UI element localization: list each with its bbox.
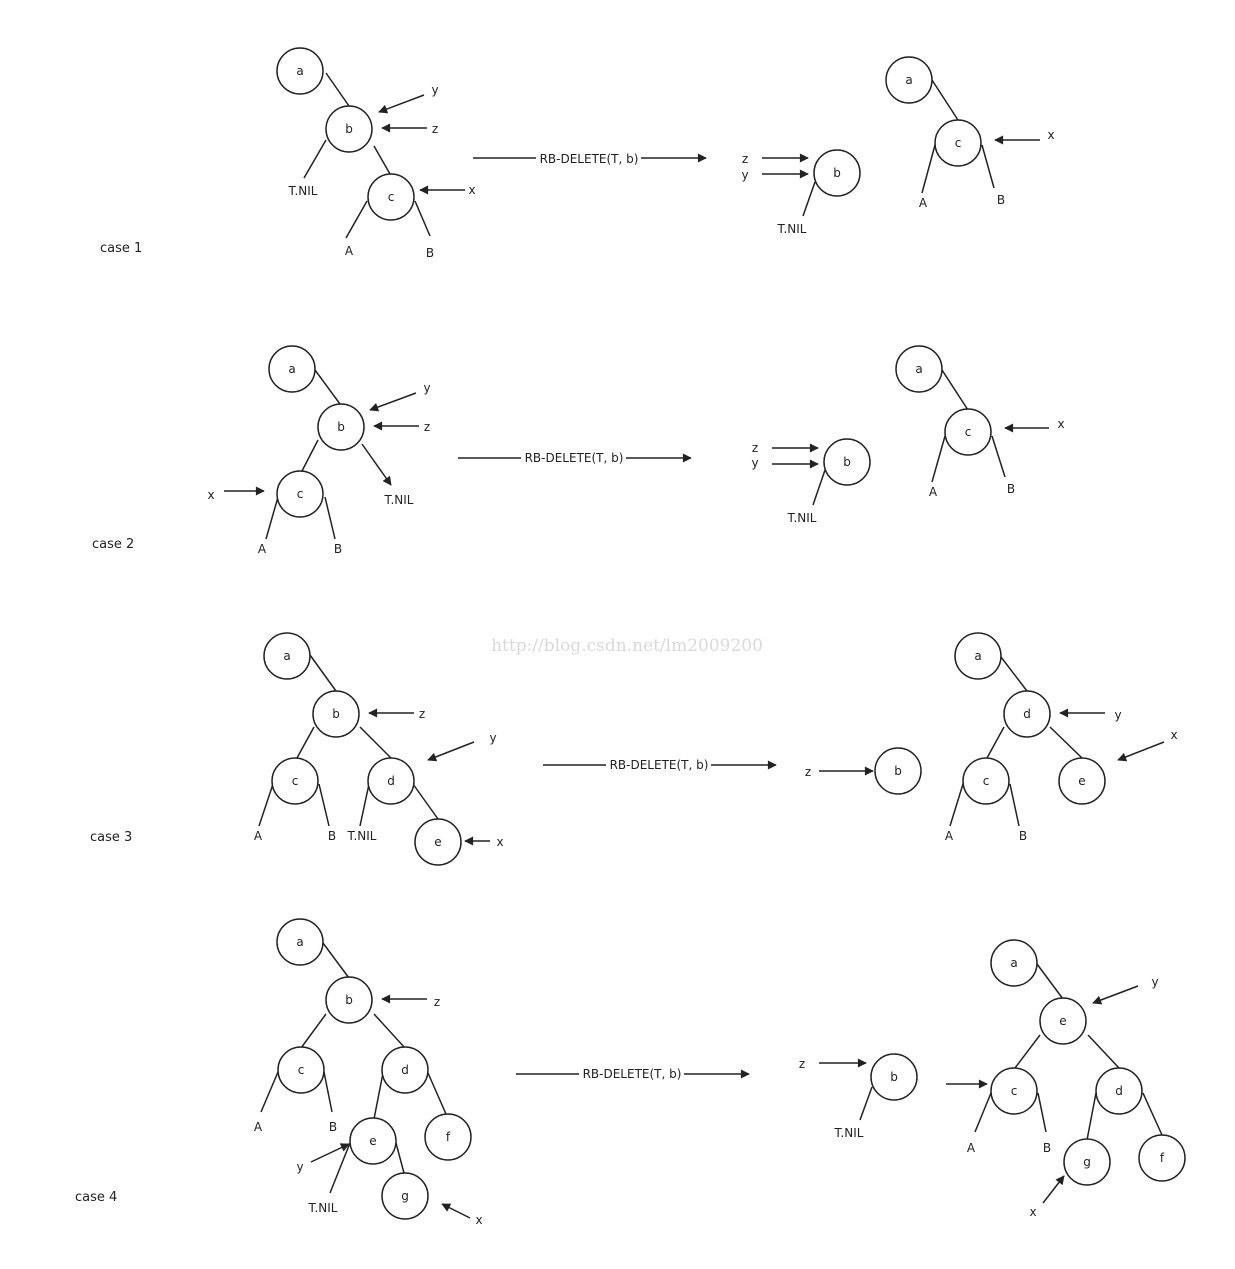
pointer-y: y: [296, 1160, 304, 1174]
case-3-before-tree: [254, 633, 504, 865]
tree-node-a: [896, 346, 942, 392]
operation-label: RB-DELETE(T, b): [582, 1067, 682, 1081]
pointer-z: z: [751, 441, 759, 455]
svg-text:c: c: [954, 136, 962, 150]
leaf-tnil: T.NIL: [308, 1201, 338, 1215]
svg-text:e: e: [1059, 1014, 1067, 1028]
leaf-tnil: T.NIL: [384, 493, 414, 507]
case-2-after-tree: [896, 346, 1065, 499]
pointer-x: x: [207, 488, 215, 502]
leaf-B: B: [333, 542, 343, 556]
svg-text:e: e: [369, 1134, 377, 1148]
pointer-z: z: [418, 707, 426, 721]
svg-text:a: a: [915, 362, 923, 376]
tree-node-b: [326, 106, 372, 152]
case-4-removed-node: [799, 1054, 917, 1140]
svg-text:a: a: [905, 73, 913, 87]
leaf-B: B: [425, 246, 435, 260]
tree-node-d: [382, 1047, 428, 1093]
svg-text:c: c: [296, 487, 304, 501]
case-3-operation-arrow: [543, 758, 776, 772]
tree-node-e: [350, 1118, 396, 1164]
svg-text:b: b: [894, 764, 902, 778]
tree-node-c: [945, 409, 991, 455]
pointer-x: x: [1170, 728, 1178, 742]
tree-node-c: [368, 174, 414, 220]
leaf-tnil: T.NIL: [787, 511, 817, 525]
svg-text:b: b: [345, 993, 353, 1007]
svg-text:a: a: [283, 649, 291, 663]
operation-label: RB-DELETE(T, b): [524, 451, 624, 465]
case-label: case 1: [100, 241, 143, 256]
pointer-z: z: [433, 995, 441, 1009]
leaf-A: A: [944, 829, 954, 843]
case-1-after-tree: [886, 57, 1055, 210]
case-label: case 2: [92, 537, 135, 552]
pointer-y: y: [1151, 975, 1159, 989]
svg-text:f: f: [445, 1130, 451, 1144]
tree-node-e: [1059, 758, 1105, 804]
pointer-x: x: [468, 183, 476, 197]
pointer-x: x: [496, 835, 504, 849]
leaf-B: B: [327, 829, 337, 843]
case-label: case 4: [75, 1190, 118, 1205]
leaf-B: B: [996, 193, 1006, 207]
svg-text:b: b: [332, 707, 340, 721]
svg-text:b: b: [890, 1070, 898, 1084]
case-1-removed-node: [741, 150, 860, 236]
pointer-x: x: [475, 1213, 483, 1227]
svg-text:b: b: [843, 455, 851, 469]
tree-node-b: [326, 977, 372, 1023]
leaf-A: A: [253, 1120, 263, 1134]
tree-node-a: [264, 633, 310, 679]
pointer-y: y: [1114, 708, 1122, 722]
leaf-A: A: [918, 196, 928, 210]
tree-node-g: [1064, 1139, 1110, 1185]
case-label: case 3: [90, 830, 133, 845]
pointer-z: z: [431, 122, 439, 136]
svg-text:c: c: [964, 425, 972, 439]
tree-node-a: [277, 919, 323, 965]
case-3-removed-node: [805, 748, 921, 794]
tree-node-a: [991, 940, 1037, 986]
operation-label: RB-DELETE(T, b): [609, 758, 709, 772]
svg-text:b: b: [833, 166, 841, 180]
tree-node-b: [313, 691, 359, 737]
tree-node-c: [277, 471, 323, 517]
pointer-y: y: [751, 456, 759, 470]
svg-text:c: c: [982, 774, 990, 788]
tree-node-b: [814, 150, 860, 196]
pointer-y: y: [741, 168, 749, 182]
pointer-x: x: [1057, 417, 1065, 431]
tree-node-a: [269, 346, 315, 392]
leaf-tnil: T.NIL: [834, 1126, 864, 1140]
case-3: [90, 633, 1178, 865]
tree-node-c: [272, 758, 318, 804]
svg-text:c: c: [291, 774, 299, 788]
case-2-before-tree: [207, 346, 430, 556]
pointer-z: z: [804, 765, 812, 779]
case-4-before-tree: [254, 919, 483, 1227]
svg-text:c: c: [297, 1063, 305, 1077]
case-2-operation-arrow: [458, 451, 691, 465]
tree-node-d: [1096, 1068, 1142, 1114]
tree-node-b: [875, 748, 921, 794]
case-2-removed-node: [751, 439, 870, 525]
case-1-before-tree: [277, 48, 476, 260]
pointer-y: y: [423, 381, 431, 395]
pointer-y: y: [489, 731, 497, 745]
case-4: [75, 919, 1185, 1227]
case-1: [100, 48, 1055, 260]
tree-node-b: [871, 1054, 917, 1100]
pointer-x: x: [1047, 128, 1055, 142]
operation-label: RB-DELETE(T, b): [539, 152, 639, 166]
case-3-after-tree: [945, 633, 1178, 843]
pointer-z: z: [423, 420, 431, 434]
tree-node-b: [824, 439, 870, 485]
svg-text:e: e: [434, 835, 442, 849]
watermark: http://blog.csdn.net/lm2009200: [491, 636, 763, 656]
svg-text:b: b: [345, 122, 353, 136]
svg-text:a: a: [296, 64, 304, 78]
tree-node-a: [277, 48, 323, 94]
leaf-tnil: T.NIL: [288, 184, 318, 198]
tree-node-c: [935, 120, 981, 166]
case-1-operation-arrow: [473, 152, 706, 166]
svg-text:e: e: [1078, 774, 1086, 788]
svg-text:g: g: [1083, 1155, 1091, 1169]
tree-node-c: [278, 1047, 324, 1093]
case-2: [92, 346, 1065, 556]
pointer-z: z: [741, 152, 749, 166]
tree-node-e: [415, 819, 461, 865]
svg-text:d: d: [1023, 707, 1031, 721]
leaf-A: A: [928, 485, 938, 499]
case-4-after-tree: [946, 940, 1185, 1219]
tree-node-a: [886, 57, 932, 103]
svg-text:c: c: [387, 190, 395, 204]
leaf-B: B: [1018, 829, 1028, 843]
leaf-B: B: [1042, 1141, 1052, 1155]
leaf-A: A: [253, 829, 263, 843]
svg-text:g: g: [401, 1189, 409, 1203]
svg-text:f: f: [1159, 1151, 1165, 1165]
tree-node-c: [991, 1068, 1037, 1114]
pointer-y: y: [431, 83, 439, 97]
svg-text:a: a: [1010, 956, 1018, 970]
tree-node-d: [368, 758, 414, 804]
svg-text:a: a: [974, 649, 982, 663]
tree-node-f: [425, 1114, 471, 1160]
tree-node-e: [1040, 998, 1086, 1044]
case-4-operation-arrow: [516, 1067, 749, 1081]
svg-text:d: d: [1115, 1084, 1123, 1098]
tree-node-d: [1004, 691, 1050, 737]
leaf-A: A: [257, 542, 267, 556]
leaf-A: A: [344, 244, 354, 258]
leaf-tnil: T.NIL: [777, 222, 807, 236]
svg-text:a: a: [296, 935, 304, 949]
tree-node-b: [318, 404, 364, 450]
svg-text:d: d: [387, 774, 395, 788]
svg-text:c: c: [1010, 1084, 1018, 1098]
svg-text:b: b: [337, 420, 345, 434]
pointer-z: z: [798, 1057, 806, 1071]
leaf-tnil: T.NIL: [347, 829, 377, 843]
tree-node-a: [955, 633, 1001, 679]
svg-text:d: d: [401, 1063, 409, 1077]
pointer-x: x: [1029, 1205, 1037, 1219]
tree-node-c: [963, 758, 1009, 804]
svg-text:a: a: [288, 362, 296, 376]
leaf-B: B: [1006, 482, 1016, 496]
tree-node-f: [1139, 1135, 1185, 1181]
leaf-A: A: [966, 1141, 976, 1155]
tree-node-g: [382, 1173, 428, 1219]
leaf-B: B: [328, 1120, 338, 1134]
